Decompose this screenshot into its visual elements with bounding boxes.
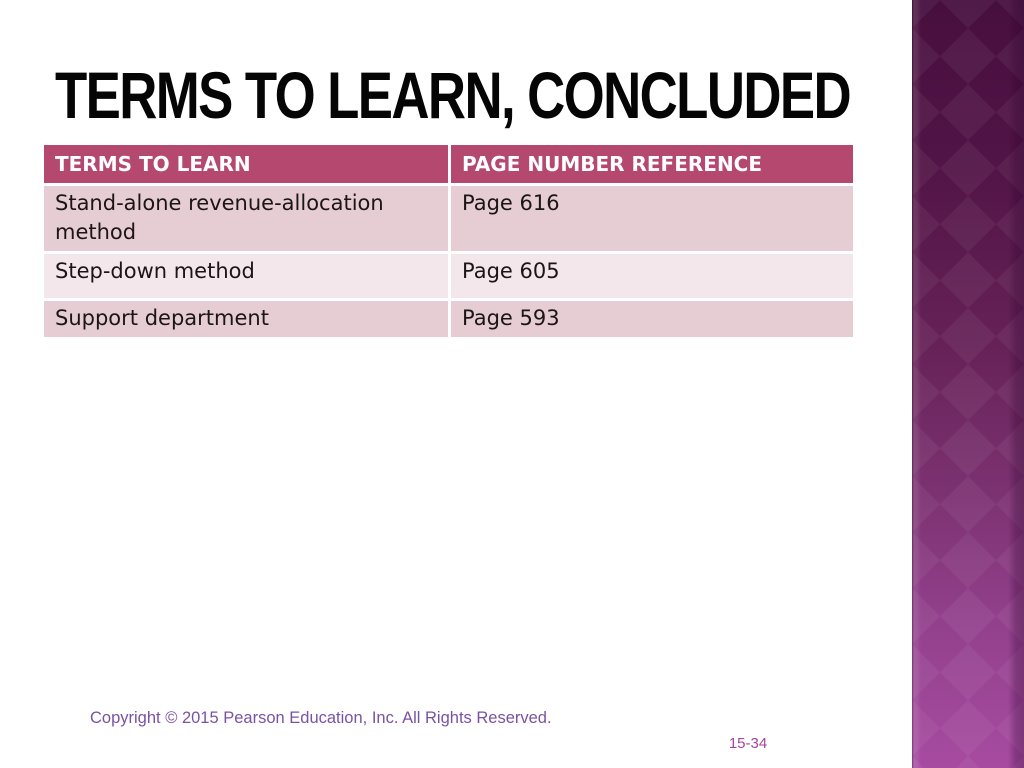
terms-table xyxy=(44,145,853,337)
table-cell-term: Support department xyxy=(44,301,448,337)
decorative-sidebar xyxy=(912,0,1024,768)
table-cell-page-ref: Page 605 xyxy=(451,254,853,298)
slide-number: 15-34 xyxy=(728,735,768,752)
slide-title: TERMS TO LEARN, CONCLUDED xyxy=(55,58,851,132)
copyright-notice: Copyright © 2015 Pearson Education, Inc. All Rights Reserved. xyxy=(90,709,552,727)
table-cell-term: Step-down method xyxy=(44,254,448,298)
table-cell-term: Stand-alone revenue-allocation method xyxy=(44,186,448,251)
table-header-page-reference: PAGE NUMBER REFERENCE xyxy=(451,145,853,183)
table-cell-page-ref: Page 616 xyxy=(451,186,853,251)
table-header-terms: TERMS TO LEARN xyxy=(44,145,448,183)
table-cell-page-ref: Page 593 xyxy=(451,301,853,337)
